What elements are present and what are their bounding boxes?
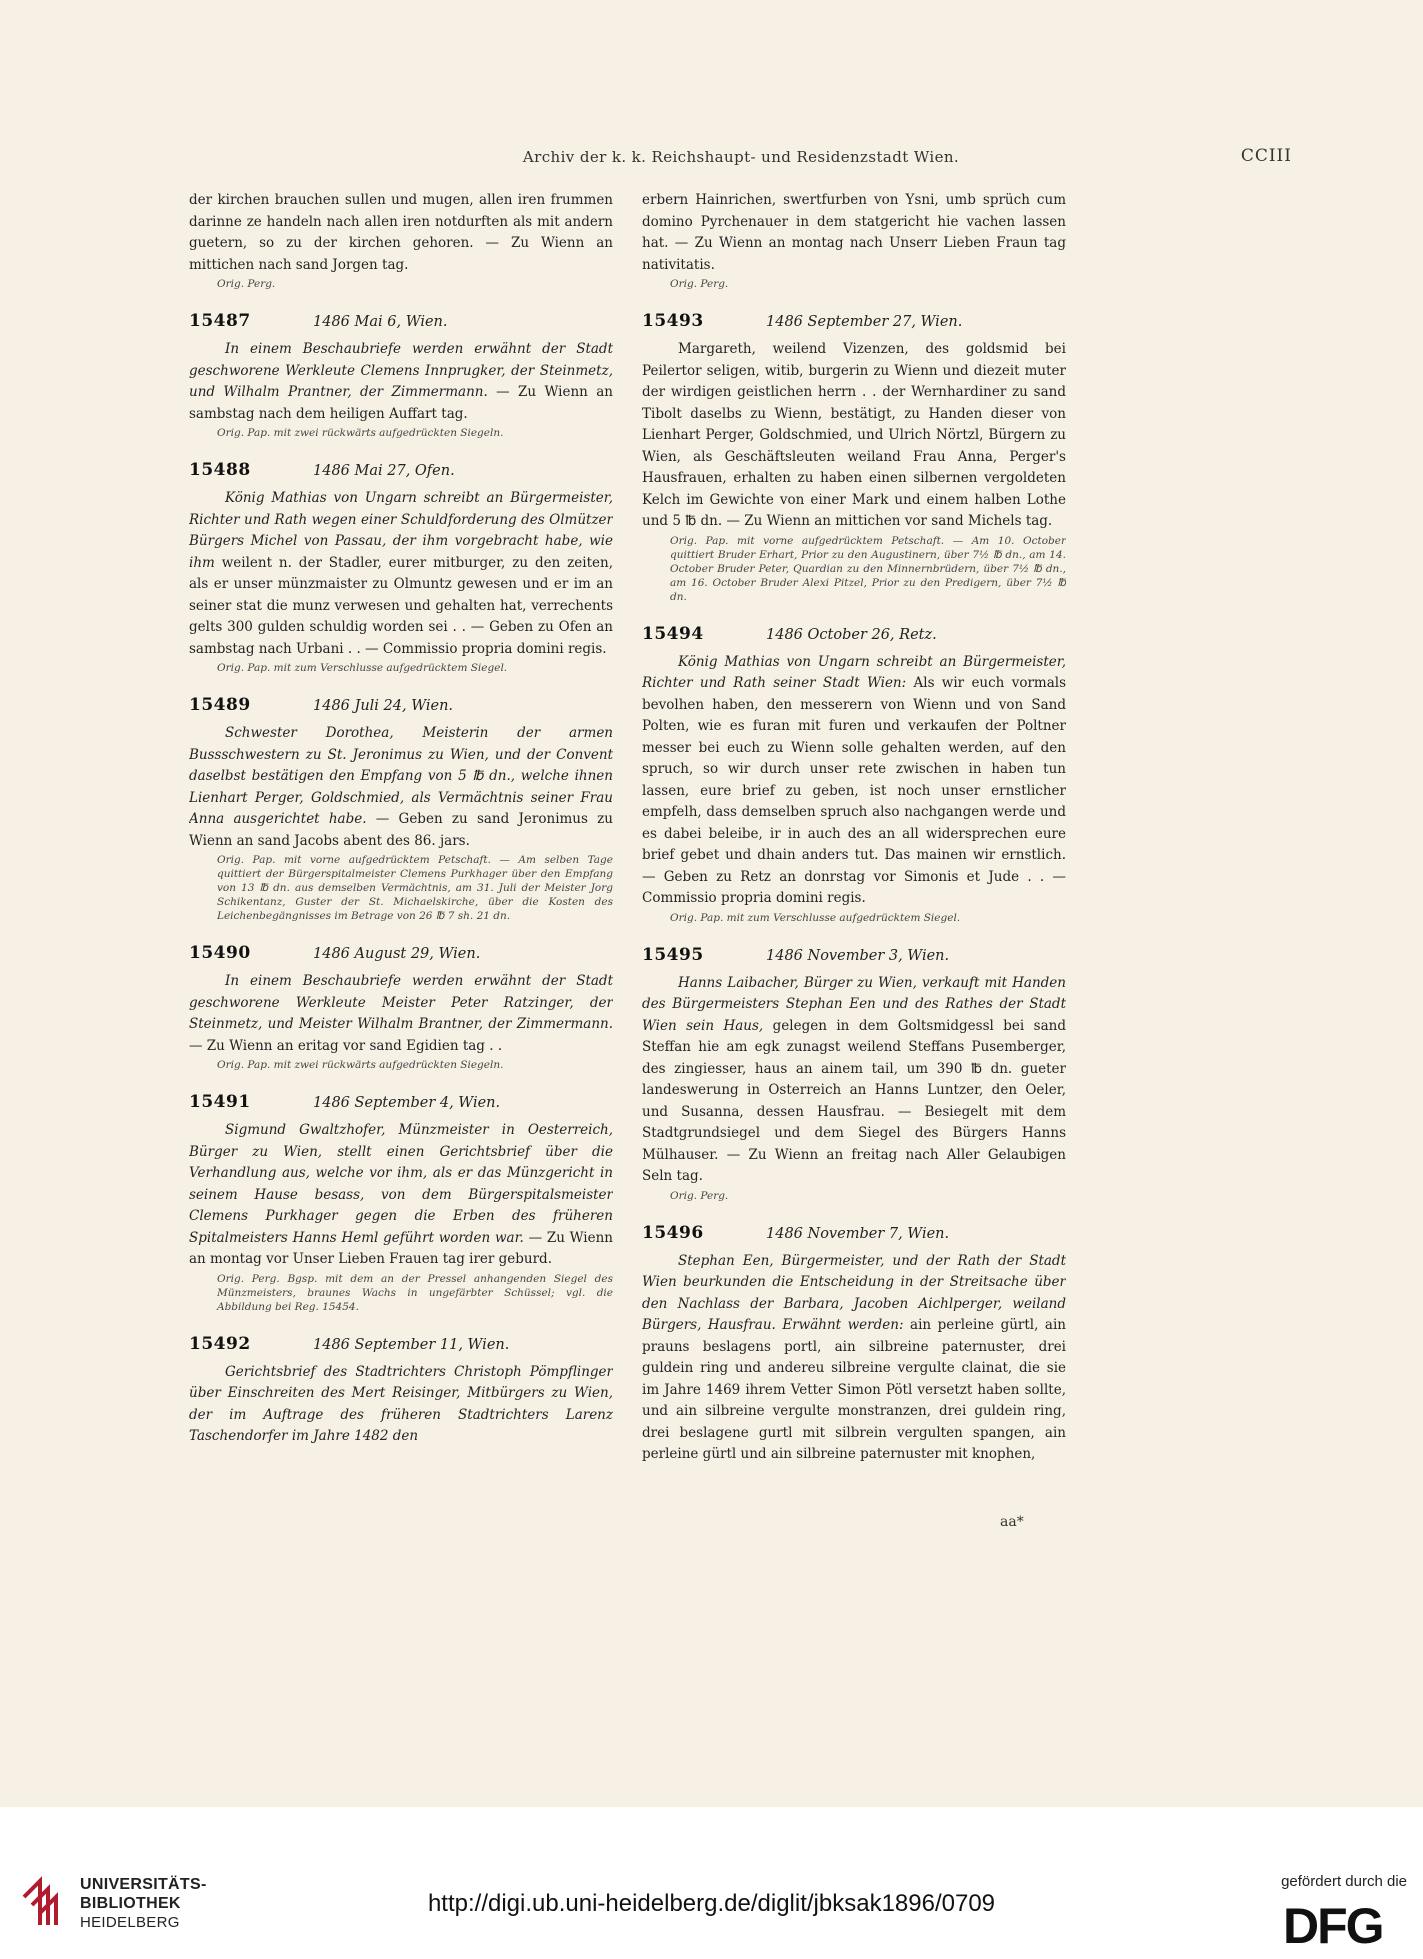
library-name-line: BIBLIOTHEK [80,1895,181,1912]
entry-summary: In einem Beschaubriefe werden erwähnt der Stadt geschworene Werkleute Clemens Innprugker, der Steinmetz, und Wilhalm Prantner, der Zimmermann. [189,341,613,400]
entry-summary: In einem Beschaubriefe werden erwähnt der Stadt geschworene Werkleute Meister Peter Ratzinger, der Steinmetz, und Meister Wilhalm Brantner, der Zimmermann. [189,973,613,1032]
entry-number: 15488 [189,460,251,480]
continuation-text [189,190,613,291]
continuation-paragraph: der kirchen brauchen sullen und mugen, allen iren frummen darinne ze handeln nach allen iren notdurften als mit andern guetern, so zu der kirchen gehoren. — Zu Wienn an mittichen nach sand Jorgen tag. [189,192,613,273]
entry-text [189,723,613,852]
source-note: Orig. Pap. mit zum Verschlusse aufgedrücktem Siegel. [217,662,508,674]
dfg-logo-text: DFG [1283,1903,1383,1945]
entry-number: 15489 [189,695,251,715]
entry-closing: ain perleine gürtl, ain prauns beslagens portl, ain silbreine paternuster, drei guldein ring und andereu silbreine vergulte clainat, die sie im Jahre 1469 ihrem Vetter Simon Pötl versetzt haben sollte, und ain silbreine vergulte monstranzen, drei guldein ring, drei beslagene gurtl mit silbrein vergulten spangen, ain perleine gürtl und ain silbreine paternuster mit knophen, [642,1317,1066,1462]
entry-text [642,1251,1066,1466]
entry-number: 15495 [642,944,704,965]
entry-text [189,339,613,425]
entry-closing: gelegen in dem Goltsmidgessl bei sand Steffan hie am egk zunagst weilend Steffans Pusemberger, des zingiesser, haus an ainem tail, um 390 ℔ dn. gueter landeswerung in Osterreich an Hanns Luntzer, den Oeler, und Susanna, dessen Hausfrau. — Besiegelt mit dem Stadtgrundsiegel und dem Siegel des Bürgers Hanns Mülhauser. — Zu Wienn an freitag nach Aller Gelaubigen Seln tag. [642,1017,1066,1184]
regest-entry [189,311,613,440]
entry-summary: Hanns Laibacher, Bürger zu Wien, verkauft mit Handen des Bürgermeisters Stephan Een und des Rathes der Stadt Wien sein Haus, [642,974,1066,1034]
running-title: Archiv der k. k. Reichshaupt- und Residenzstadt Wien. [522,148,960,166]
entry-summary: Sigmund Gwaltzhofer, Münzmeister in Oesterreich, Bürger zu Wien, stellt einen Gerichtsbrief über die Verhandlung aus, welche vor ihm, als er das Münzgericht in seinem Hause besass, von dem Bürgerspitalsmeister Clemens Purkhager gegen die Erben des früheren Spitalmeisters Hanns Heml geführt worden war. [189,1122,613,1246]
entry-number: 15494 [642,623,704,644]
entry-summary: König Mathias von Ungarn schreibt an Bürgermeister, Richter und Rath seiner Stadt Wien: [642,653,1066,691]
entry-date: 1486 Mai 6, Wien. [313,314,448,330]
entry-date: 1486 November 3, Wien. [766,947,950,964]
entry-text [189,1362,613,1448]
regest-entry [642,1223,1066,1466]
entry-date: 1486 August 29, Wien. [313,946,481,962]
entry-number: 15492 [189,1333,251,1354]
continuation-text [642,190,1066,291]
entry-body: Margareth, weilend Vizenzen, des goldsmid bei Peilertor seligen, witib, burgerin zu Wienn und diezeit muter der wirdigen geistlichen herrn . . der Wernhardiner zu sand Tibolt daselbs zu Wienn, bestätigt, zu Handen dieser von Lienhart Perger, Goldschmied, und Ulrich Nörtzl, Bürgern zu Wien, als Geschäftsleuten weiland Frau Anna, Perger's Hausfrauen, erhalten zu haben einen silbernen vergoldeten Kelch im Gewichte von einer Mark und einem halben Lothe und 5 ℔ dn. — Zu Wienn an mittichen vor sand Michels tag. [642,341,1066,529]
entry-date: 1486 Juli 24, Wien. [313,698,454,714]
source-note: Orig. Perg. [670,1189,729,1202]
entry-number: 15490 [189,943,251,963]
dfg-logo-icon [1283,1903,1401,1945]
left-column [189,190,613,1520]
regest-entry [642,311,1066,604]
entry-summary: Schwester Dorothea, Meisterin der armen Bussschwestern zu St. Jeronimus zu Wien, und der Convent daselbst bestätigen den Empfang von 5 ℔ dn., welche ihnen Lienhart Perger, Goldschmied, als Vermächtnis seiner Frau Anna ausgerichtet habe. [189,725,613,827]
page-number: CCIII [1240,146,1292,166]
entry-closing: — Zu Wienn an eritag vor sand Egidien tag . . [189,1037,503,1054]
entry-number: 15496 [642,1222,704,1243]
entry-text [189,1120,613,1271]
entry-number: 15493 [642,311,704,331]
source-note: Orig. Perg. Bgsp. mit dem an der Pressel anhangenden Siegel des Münzmeisters, braunes Wachs in ungefärbter Schüssel; vgl. die Abbildung bei Reg. 15454. [217,1272,613,1313]
entry-number: 15491 [189,1092,251,1112]
entry-number: 15487 [189,311,251,331]
source-note: Orig. Perg. [670,278,729,290]
funding-label: gefördert durch die [1281,1873,1407,1890]
regest-entry [189,1092,613,1314]
permalink-url[interactable]: http://digi.ub.uni-heidelberg.de/diglit/jbksak1896/0709 [427,1890,996,1917]
entry-text [642,652,1066,910]
sheet-signature: aa* [1000,1514,1024,1530]
continuation-paragraph: erbern Hainrichen, swertfurben von Ysni, umb sprüch cum domino Pyrchenauer in dem statgericht hie vachen lassen hat. — Zu Wienn an montag nach Unserr Lieben Fraun tag nativitatis. [642,192,1066,273]
entry-summary: Gerichtsbrief des Stadtrichters Christoph Pömpflinger über Einschreiten des Mert Reisinger, Mitbürgers zu Wien, der im Auftrage des früheren Stadtrichters Larenz Taschendorfer im Jahre 1482 den [189,1363,613,1444]
source-note: Orig. Pap. mit vorne aufgedrücktem Petschaft. — Am selben Tage quittiert der Bürgerspitalmeister Clemens Purkhager über den Empfang von 13 ℔ dn. aus demselben Vermächtnis, am 31. Juli der Meister Jorg Schikentanz, Guster der St. Michaelskirche, über die Kosten des Leichenbegängnisses im Betrage von 26 ℔ 7 sh. 21 dn. [217,854,613,922]
entry-text [189,488,613,660]
entry-closing: — Zu Wienn an montag vor Unser Lieben Frauen tag irer geburd. [189,1229,613,1267]
footer-bar [0,1807,1423,1959]
entry-date: 1486 September 11, Wien. [313,1336,510,1353]
regest-entry [189,943,613,1072]
entry-closing: weilent n. der Stadler, eurer mitburger, zu den zeiten, als er unser münzmaister zu Olmuntz gewesen und er im an seiner stat die munz verwesen und gehalten hat, verrechents gelts 300 gulden schuldig worden sei . . — Geben zu Ofen an sambstag nach Urbani . . — Commissio propria domini regis. [189,554,613,657]
regest-entry [642,624,1066,925]
entry-date: 1486 October 26, Retz. [766,626,937,643]
entry-closing: — Geben zu sand Jeronimus zu Wienn an sand Jacobs abent des 86. jars. [189,811,613,849]
source-note: Orig. Pap. mit vorne aufgedrücktem Petschaft. — Am 10. October quittiert Bruder Erhart, Prior zu den Augustinern, über 7½ ℔ dn., am 14. October Bruder Peter, Quardian zu den Minnernbrüdern, über 7½ ℔ dn., am 16. October Bruder Alexi Pitzel, Prior zu den Predigern, über 7½ ℔ dn. [670,534,1066,603]
regest-entry [189,695,613,923]
entry-date: 1486 September 27, Wien. [766,314,963,330]
source-note: Orig. Pap. mit zum Verschlusse aufgedrücktem Siegel. [670,911,961,924]
library-name-line: HEIDELBERG [80,1914,180,1931]
entry-text [642,973,1066,1188]
entry-date: 1486 September 4, Wien. [313,1095,501,1111]
source-note: Orig. Pap. mit zwei rückwärts aufgedrückten Siegeln. [217,1059,504,1071]
regest-entry [189,460,613,675]
entry-summary: Stephan Een, Bürgermeister, und der Rath der Stadt Wien beurkunden die Entscheidung in der Streitsache über den Nachlass der Barbara, Jacoben Aichlperger, weiland Bürgers, Hausfrau. Erwähnt werden: [642,1252,1066,1333]
entry-closing: — Zu Wienn an sambstag nach dem heiligen Auffart tag. [189,384,613,422]
entry-summary: König Mathias von Ungarn schreibt an Bürgermeister, Richter und Rath wegen einer Schuldforderung des Olmützer Bürgers Michel von Passau, der ihm vorgebracht habe, wie ihm [189,490,613,571]
source-note: Orig. Pap. mit zwei rückwärts aufgedrückten Siegeln. [217,427,504,439]
right-column [642,190,1066,1520]
source-note: Orig. Perg. [217,278,276,290]
entry-text [189,971,613,1057]
entry-date: 1486 November 7, Wien. [766,1225,950,1242]
entry-closing: Als wir euch vormals bevolhen haben, den messerern von Wienn und von Sand Polten, wie es furan mit furen und verkaufen der Poltner messer bei euch zu Wienn solle gehalten werden, auf den spruch, so wir durch unser rete zwischen in haben tun lassen, eure brief zu geben, ist noch unser ernstlicher empfelh, dass demselben spruch also nachgangen werde und es dabei beleibe, ir in auch des an all widersprechen eure brief gebet und dhain anders tut. Das mainen wir ernstlich. — Geben zu Retz an donrstag vor Simonis et Jude . . — Commissio propria domini regis. [642,675,1066,906]
library-name-line: UNIVERSITÄTS- [80,1876,207,1893]
regest-entry [642,945,1066,1203]
running-head [190,148,1292,174]
entry-date: 1486 Mai 27, Ofen. [313,463,455,479]
regest-entry [189,1334,613,1448]
